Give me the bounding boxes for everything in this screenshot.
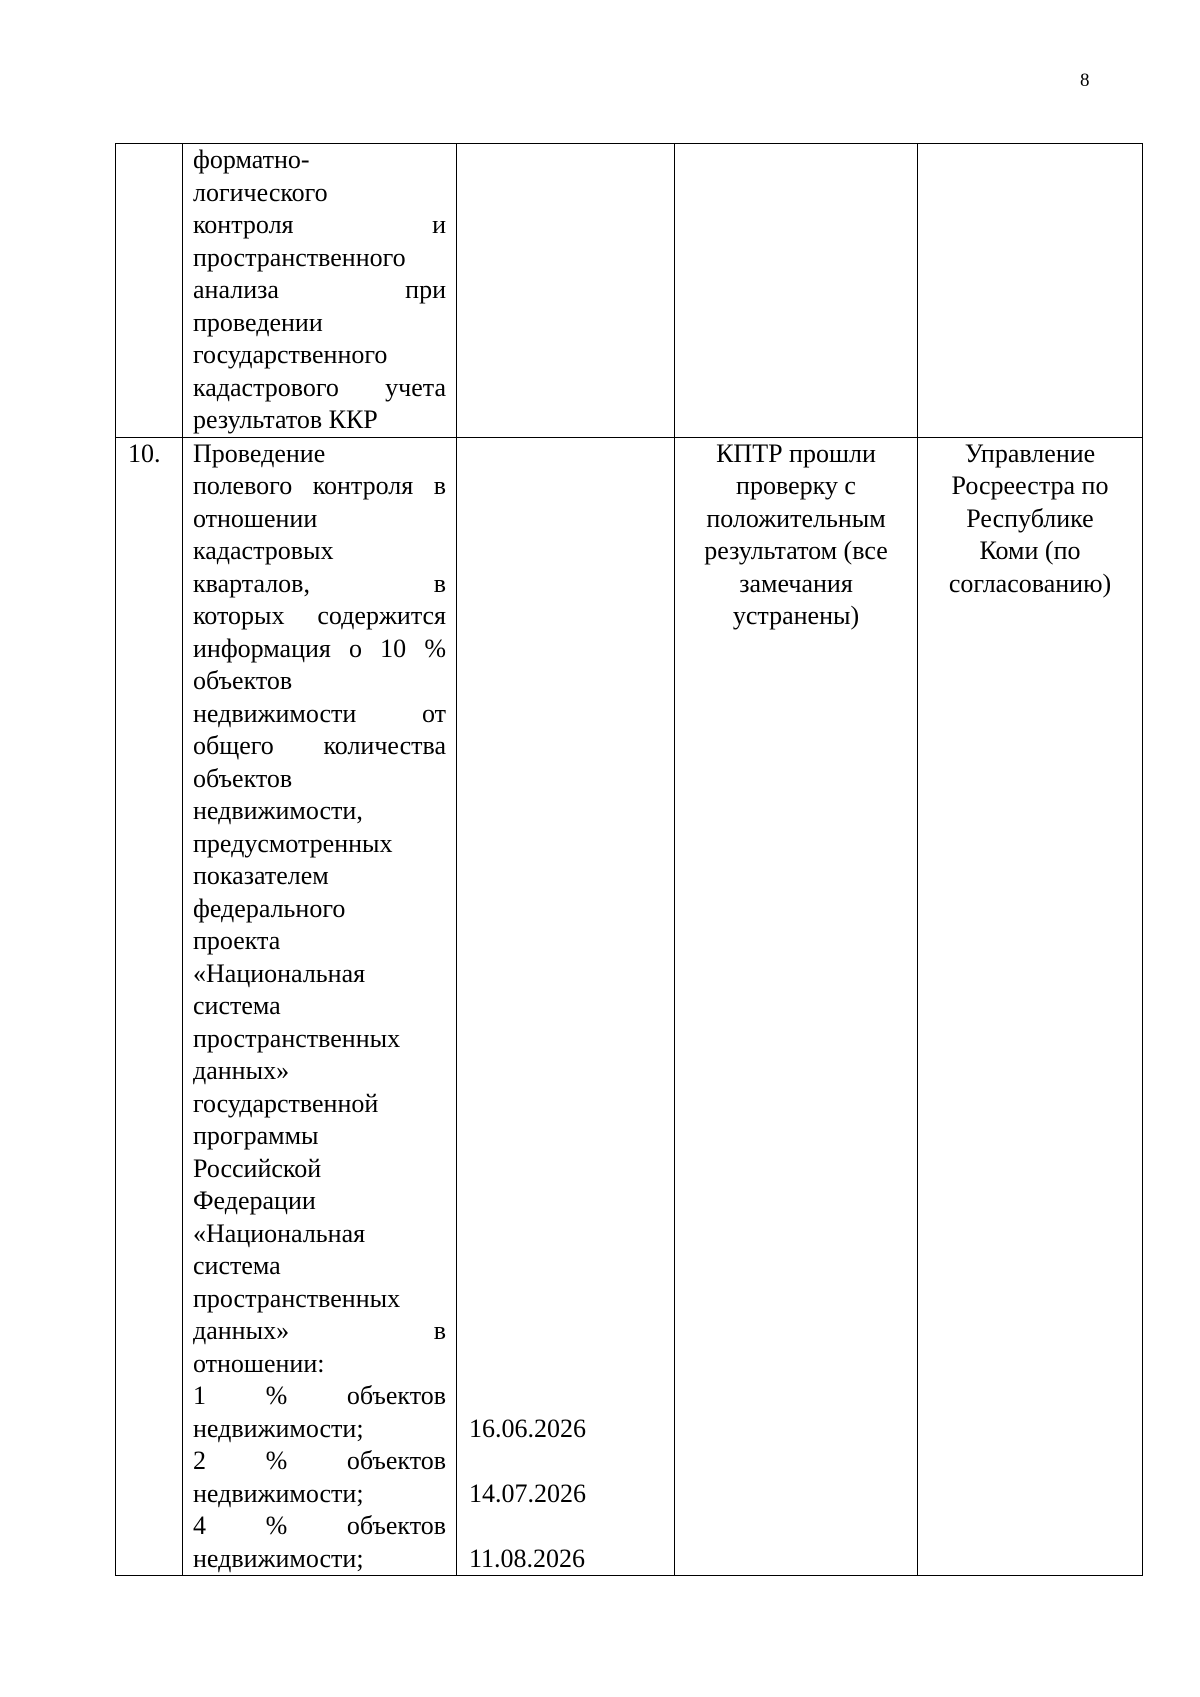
text-line: Федерации bbox=[193, 1186, 316, 1215]
description-text bbox=[183, 144, 456, 437]
text-line: замечания bbox=[739, 568, 853, 598]
text-line: полевого контроля в bbox=[193, 471, 446, 500]
text-line: кадастровых bbox=[193, 536, 334, 565]
text-line: проверку с bbox=[736, 471, 856, 500]
text-line: проведении bbox=[193, 307, 323, 337]
responsible-cell bbox=[918, 437, 1143, 1576]
deadline-date: 11.08.2026 bbox=[469, 1543, 586, 1573]
text-line: недвижимости; bbox=[193, 1478, 364, 1508]
text-line: отношении: bbox=[193, 1348, 325, 1378]
text-line: результатов ККР bbox=[193, 405, 378, 434]
text-line: результатом (все bbox=[704, 536, 888, 565]
text-line: Республике bbox=[966, 503, 1094, 533]
text-line: КПТР прошли bbox=[716, 438, 876, 468]
text-line: 2 % объектов bbox=[193, 1446, 446, 1475]
deadline-date: 16.06.2026 bbox=[469, 1413, 586, 1443]
text-line: недвижимости; bbox=[193, 1413, 364, 1443]
table-row bbox=[116, 144, 1143, 438]
text-line: форматно- bbox=[193, 145, 310, 174]
text-line: федерального bbox=[193, 893, 346, 923]
text-line: «Национальная bbox=[193, 1218, 366, 1248]
text-line: данных» в bbox=[193, 1316, 446, 1345]
text-line: объектов bbox=[193, 666, 293, 695]
text-line: Российской bbox=[193, 1153, 322, 1183]
text-line: недвижимости от bbox=[193, 698, 446, 728]
text-line: программы bbox=[193, 1121, 319, 1150]
text-line: информация о 10 % bbox=[193, 633, 446, 663]
text-line: 1 % объектов bbox=[193, 1381, 446, 1410]
result-cell bbox=[675, 144, 918, 438]
text-line: пространственных bbox=[193, 1023, 401, 1053]
plan-table bbox=[115, 143, 1143, 1576]
text-line: государственного bbox=[193, 340, 388, 369]
text-line: Росреестра по bbox=[951, 471, 1109, 500]
page-number: 8 bbox=[1080, 70, 1090, 91]
deadline-cell bbox=[457, 144, 675, 438]
text-line: кварталов, в bbox=[193, 568, 446, 598]
result-cell bbox=[675, 437, 918, 1576]
text-line: согласованию) bbox=[948, 568, 1112, 598]
text-line: показателем bbox=[193, 861, 329, 890]
description-cell bbox=[183, 437, 457, 1576]
deadline-date: 14.07.2026 bbox=[469, 1478, 586, 1508]
text-line: контроля и bbox=[193, 210, 446, 239]
text-line: которых содержится bbox=[193, 601, 446, 630]
deadline-list bbox=[469, 438, 674, 1576]
description-cell bbox=[183, 144, 457, 438]
text-line: устранены) bbox=[732, 601, 860, 630]
responsible-cell bbox=[918, 144, 1143, 438]
text-line: система bbox=[193, 991, 281, 1020]
text-line: положительным bbox=[706, 503, 886, 533]
table-row bbox=[116, 437, 1143, 1576]
text-line: «Национальная bbox=[193, 958, 366, 988]
text-line: логического bbox=[193, 177, 328, 207]
text-line: предусмотренных bbox=[193, 828, 393, 858]
text-line: Проведение bbox=[193, 438, 326, 468]
text-line: система bbox=[193, 1251, 281, 1280]
text-line: пространственных bbox=[193, 1283, 401, 1313]
responsible-text bbox=[918, 438, 1142, 601]
text-line: 4 % объектов bbox=[193, 1511, 446, 1540]
row-number: 10. bbox=[128, 438, 161, 468]
text-line: общего количества bbox=[193, 731, 446, 760]
text-line: данных» bbox=[193, 1056, 290, 1085]
row-number-cell bbox=[116, 144, 183, 438]
row-number-cell bbox=[116, 437, 183, 1576]
deadline-cell bbox=[457, 437, 675, 1576]
text-line: Коми (по bbox=[979, 536, 1081, 565]
text-line: объектов bbox=[193, 763, 293, 793]
text-line: недвижимости, bbox=[193, 796, 363, 825]
text-line: кадастрового учета bbox=[193, 372, 446, 402]
result-text bbox=[675, 438, 917, 633]
text-line: проекта bbox=[193, 926, 281, 955]
text-line: отношении bbox=[193, 503, 318, 533]
description-text bbox=[183, 438, 456, 1576]
text-line: пространственного bbox=[193, 242, 406, 272]
text-line: Управление bbox=[964, 438, 1096, 468]
text-line: недвижимости; bbox=[193, 1543, 364, 1573]
text-line: государственной bbox=[193, 1088, 379, 1118]
text-line: анализа при bbox=[193, 275, 446, 304]
